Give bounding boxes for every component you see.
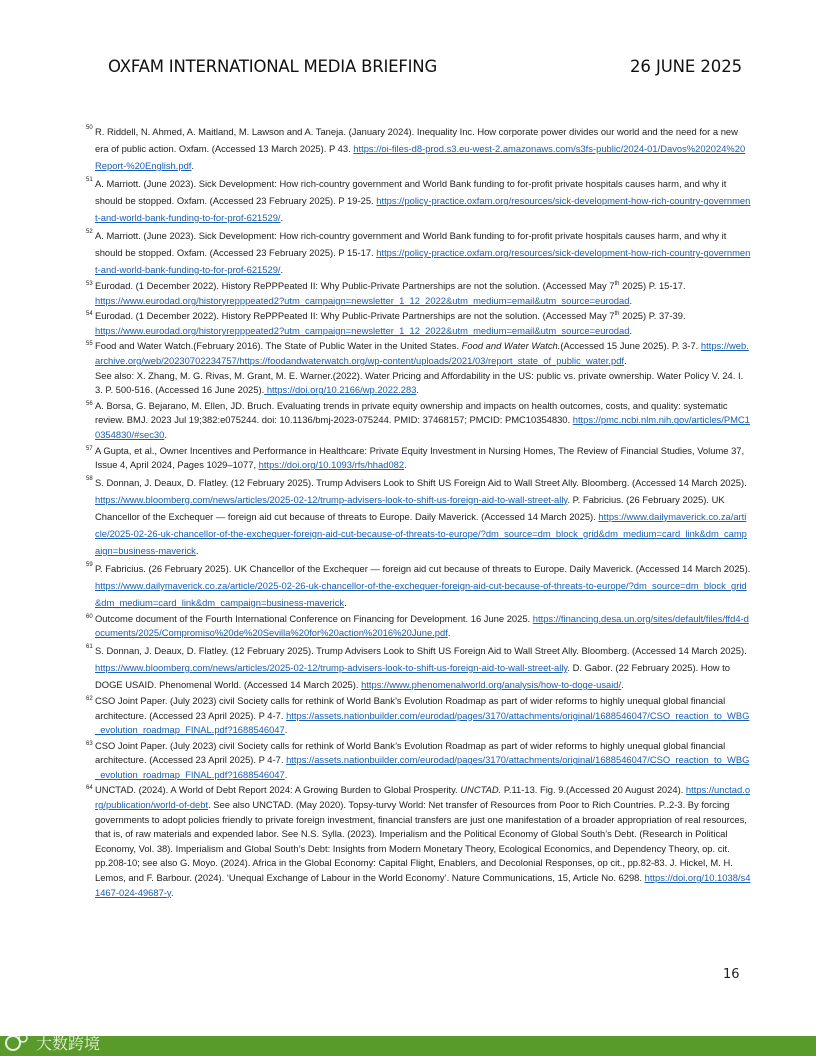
footnote-text: A. Marriott. (June 2023). Sick Development: How rich-country government and World Bank funding to for-profit private hospitals causes harm, and why it should be stopped. Oxfam. (Accessed 23 February 2025). P 19-25.	[95, 178, 727, 206]
footnote-text: CSO Joint Paper. (July 2023) civil Society calls for rethink of World Bank’s Evolution Roadmap as part of wider reforms to highly unequal global financial architecture. (Accessed 23 April 2025). P 4-7.	[95, 694, 726, 721]
footnote-56: 56 A. Borsa, G. Bejarano, M. Ellen, JD. Bruch. Evaluating trends in private equity ownership and impacts on health outcomes, costs, and quality: systematic review. BMJ. 2023 Jul 19;382:e075244. doi: 10.1136/bmj-2023-075244. PMID: 37468157; PMCID: PMC10354830. https://pmc.ncbi.nlm.nih.gov/articles/PMC10354830/#sec30.	[86, 399, 750, 440]
footnote-63: 63 CSO Joint Paper. (July 2023) civil Society calls for rethink of World Bank’s Evolution Roadmap as part of wider reforms to highly unequal global financial architecture. (Accessed 23 April 2025). P 4-7. https://assets.nationbuilder.com/eurodad/pages/3170/attachments/original/1688546047/CSO_reaction_to_WBG_evolution_roadmap_FINAL.pdf?1688546047.	[86, 739, 750, 780]
footnote-number: 55	[86, 341, 93, 348]
footnote-link[interactable]: https://www.bloomberg.com/news/articles/2025-02-12/trump-advisers-look-to-shift-us-foreign-aid-to-wall-street-ally	[95, 493, 568, 505]
footnote-text: S. Donnan, J. Deaux, D. Flatley. (12 February 2025). Trump Advisers Look to Shift US Foreign Aid to Wall Street Ally. Bloomberg. (Accessed 14 March 2025).	[95, 476, 747, 488]
briefing-title: OXFAM INTERNATIONAL MEDIA BRIEFING	[108, 57, 438, 76]
footnote-52: 52 A. Marriott. (June 2023). Sick Development: How rich-country government and World Bank funding to for-profit private hospitals causes harm, and why it should be stopped. Oxfam. (Accessed 23 February 2025). P 15-17. https://policy-practice.oxfam.org/resources/sick-development-how-rich-country-government-and-world-bank-funding-to-for-prof-621529/.	[86, 229, 751, 275]
footnote-link[interactable]: https://financing.desa.un.org/sites/default/files/ffd4-documents/2025/Compromiso%20de%20Sevilla%20for%20action%2016%20June.pdf	[95, 612, 749, 639]
footnote-59: 59 P. Fabricius. (26 February 2025). UK Chancellor of the Exchequer — foreign aid cut because of threats to Europe. Daily Maverick. (Accessed 14 March 2025). https://www.dailymaverick.co.za/article/2025-02-26-uk-chancellor-of-the-exchequer-foreign-aid-cut-because-of-threats-to-europe/?dm_source=dm_block_grid&dm_medium=card_link&dm_campaign=business-maverick.	[86, 561, 751, 608]
footnote-54: 54 Eurodad. (1 December 2022). History RePPPeated II: Why Public-Private Partnerships are not the solution. (Accessed May 7th 2025) P. 37-39. https://www.eurodad.org/historyrepppeated2?utm_campaign=newsletter_1_12_2022&utm_medium=email&utm_source=eurodad.	[86, 310, 686, 336]
footnote-link[interactable]: https://doi.org/10.2166/wp.2022.283	[264, 384, 417, 396]
watermark-logo-icon	[4, 1032, 30, 1052]
footnote-text: A Gupta, et al., Owner Incentives and Performance in Healthcare: Private Equity Investment in Nursing Homes, The Review of Financial Studies, Volume 37, Issue 4, April 2024, Pages 1029–1077,	[95, 444, 745, 471]
footnote-number: 57	[86, 445, 93, 452]
footnote-57: 57 A Gupta, et al., Owner Incentives and Performance in Healthcare: Private Equity Investment in Nursing Homes, The Review of Financial Studies, Volume 37, Issue 4, April 2024, Pages 1029–1077, https://doi.org/10.1093/rfs/hhad082.	[86, 444, 745, 471]
watermark	[4, 1030, 100, 1054]
page-number: 16	[723, 967, 740, 982]
footnote-link[interactable]: https://doi.org/10.1093/rfs/hhad082	[258, 459, 405, 471]
footnote-text: P. Fabricius. (26 February 2025). UK Chancellor of the Exchequer — foreign aid cut because of threats to Europe. Daily Maverick. (Accessed 14 March 2025).	[95, 562, 751, 574]
watermark-text: 大数跨境	[36, 1033, 101, 1053]
footnote-number: 62	[86, 695, 93, 702]
footnote-link[interactable]: https://policy-practice.oxfam.org/resources/sick-development-how-rich-country-government-and-world-bank-funding-to-for-prof-621529/	[95, 195, 751, 223]
footnote-number: 59	[86, 561, 93, 568]
footnote-number: 50	[86, 125, 93, 131]
footnote-60: 60 Outcome document of the Fourth International Conference on Financing for Development. 16 June 2025. https://financing.desa.un.org/sites/default/files/ffd4-documents/2025/Compromiso%20de%20Sevilla%20for%20action%2016%20June.pdf.	[86, 612, 749, 639]
footnote-62: 62 CSO Joint Paper. (July 2023) civil Society calls for rethink of World Bank’s Evolution Roadmap as part of wider reforms to highly unequal global financial architecture. (Accessed 23 April 2025). P 4-7. https://assets.nationbuilder.com/eurodad/pages/3170/attachments/original/1688546047/CSO_reaction_to_WBG_evolution_roadmap_FINAL.pdf?1688546047.	[86, 694, 750, 736]
footnote-number: 63	[86, 740, 93, 747]
footer-bar	[0, 1036, 816, 1056]
footnotes-list	[86, 123, 751, 901]
footnote-link[interactable]: https://www.phenomenalworld.org/analysis/how-to-doge-usaid/	[361, 678, 622, 690]
footnote-53: 53 Eurodad. (1 December 2022). History RePPPeated II: Why Public-Private Partnerships are not the solution. (Accessed May 7th 2025) P. 15-17. https://www.eurodad.org/historyrepppeated2?utm_campaign=newsletter_1_12_2022&utm_medium=email&utm_source=eurodad.	[86, 280, 686, 306]
footnote-text: A. Borsa, G. Bejarano, M. Ellen, JD. Bruch. Evaluating trends in private equity ownership and impacts on health outcomes, costs, and quality: systematic review. BMJ. 2023 Jul 19;382:e075244. doi: 10.1136/bmj-2023-075244. PMID: 37468157; PMCID: PMC10354830.	[95, 399, 728, 426]
footnote-text: Eurodad. (1 December 2022). History RePPPeated II: Why Public-Private Partnerships are not the solution. (Accessed May 7	[95, 310, 615, 322]
footnote-number: 64	[86, 785, 93, 792]
footnote-text: A. Marriott. (June 2023). Sick Development: How rich-country government and World Bank funding to for-profit private hospitals causes harm, and why it should be stopped. Oxfam. (Accessed 23 February 2025). P 15-17.	[95, 230, 727, 258]
footnote-58: 58 S. Donnan, J. Deaux, D. Flatley. (12 February 2025). Trump Advisers Look to Shift US Foreign Aid to Wall Street Ally. Bloomberg. (Accessed 14 March 2025). https://www.bloomberg.com/news/articles/2025-02-12/trump-advisers-look-to-shift-us-foreign-aid-to-wall-street-ally. P. Fabricius. (26 February 2025). UK Chancellor of the Exchequer — foreign aid cut because of threats to Europe. Daily Maverick. (Accessed 14 March 2025). https://www.dailymaverick.co.za/article/2025-02-26-uk-chancellor-of-the-exchequer-foreign-aid-cut-because-of-threats-to-europe/?dm_source=dm_block_grid&dm_medium=card_link&dm_campaign=business-maverick.	[86, 475, 747, 556]
footnote-number: 58	[86, 475, 93, 482]
footnote-text: CSO Joint Paper. (July 2023) civil Society calls for rethink of World Bank’s Evolution Roadmap as part of wider reforms to highly unequal global financial architecture. (Accessed 23 April 2025). P 4-7.	[95, 739, 726, 766]
footnote-link[interactable]: https://unctad.org/publication/world-of-debt	[95, 784, 751, 811]
footnote-link[interactable]: https://oi-files-d8-prod.s3.eu-west-2.amazonaws.com/s3fs-public/2024-01/Davos%202024%20Report-%20English.pdf	[95, 143, 746, 171]
footnote-text: S. Donnan, J. Deaux, D. Flatley. (12 February 2025). Trump Advisers Look to Shift US Foreign Aid to Wall Street Ally. Bloomberg. (Accessed 14 March 2025).	[95, 644, 747, 656]
footnote-number: 56	[86, 400, 93, 407]
footnote-number: 53	[86, 281, 93, 287]
footnote-text: See also: X. Zhang, M. G. Rivas, M. Grant, M. E. Warner.(2022). Water Pricing and Affordability in the US: public vs. private ownership. Water Policy V. 24. I. 3. P. 500-516. (Accessed 16 June 2025).	[95, 369, 744, 396]
footnote-number: 60	[86, 613, 93, 620]
footnote-55: 55 Food and Water Watch.(February 2016). The State of Public Water in the United States. Food and Water Watch.(Accessed 15 June 2025). P. 3-7. https://web.archive.org/web/20230702234757/https://foodandwaterwatch.org/wp-content/uploads/2021/03/report_state_of_public_water.pdf. See also: X. Zhang, M. G. Rivas, M. Grant, M. E. Warner.(2022). Water Pricing and Affordability in the US: public vs. private ownership. Water Policy V. 24. I. 3. P. 500-516. (Accessed 16 June 2025). https://doi.org/10.2166/wp.2022.283.	[86, 340, 749, 396]
footnote-text: UNCTAD. (2024). A World of Debt Report 2024: A Growing Burden to Global Prosperity.	[95, 784, 461, 796]
footnote-number: 61	[86, 643, 93, 650]
footnote-51: 51 A. Marriott. (June 2023). Sick Development: How rich-country government and World Bank funding to for-profit private hospitals causes harm, and why it should be stopped. Oxfam. (Accessed 23 February 2025). P 19-25. https://policy-practice.oxfam.org/resources/sick-development-how-rich-country-government-and-world-bank-funding-to-for-prof-621529/.	[86, 177, 751, 223]
footnote-number: 54	[86, 311, 93, 318]
footnote-link[interactable]: https://web.archive.org/web/20230702234757/https://foodandwaterwatch.org/wp-content/uploads/2021/03/report_state_of_public_water.pdf	[95, 340, 749, 366]
footnote-link[interactable]: https://doi.org/10.1038/s41467-024-49687-y	[95, 872, 751, 898]
footnote-link[interactable]: https://assets.nationbuilder.com/eurodad/pages/3170/attachments/original/1688546047/CSO_reaction_to_WBG_evolution_roadmap_FINAL.pdf?1688546047	[95, 754, 750, 780]
footnote-link[interactable]: https://www.eurodad.org/historyrepppeated2?utm_campaign=newsletter_1_12_2022&utm_medium=email&utm_source=eurodad	[95, 324, 630, 336]
footnote-number: 52	[86, 229, 93, 235]
footnote-61: 61 S. Donnan, J. Deaux, D. Flatley. (12 February 2025). Trump Advisers Look to Shift US Foreign Aid to Wall Street Ally. Bloomberg. (Accessed 14 March 2025). https://www.bloomberg.com/news/articles/2025-02-12/trump-advisers-look-to-shift-us-foreign-aid-to-wall-street-ally. D. Gabor. (22 February 2025). How to DOGE USAID. Phenomenal World. (Accessed 14 March 2025). https://www.phenomenalworld.org/analysis/how-to-doge-usaid/.	[86, 643, 747, 690]
footnote-text: Eurodad. (1 December 2022). History RePPPeated II: Why Public-Private Partnerships are not the solution. (Accessed May 7	[95, 280, 615, 291]
footnote-link[interactable]: https://pmc.ncbi.nlm.nih.gov/articles/PMC10354830/#sec30	[95, 414, 750, 440]
footnote-link[interactable]: https://www.bloomberg.com/news/articles/2025-02-12/trump-advisers-look-to-shift-us-foreign-aid-to-wall-street-ally	[95, 661, 568, 673]
footnote-text: R. Riddell, N. Ahmed, A. Maitland, M. Lawson and A. Taneja. (January 2024). Inequality Inc. How corporate power divides our world and the need for a new era of public action. Oxfam. (Accessed 13 March 2025). P 43.	[95, 126, 738, 154]
footnote-link[interactable]: https://policy-practice.oxfam.org/resources/sick-development-how-rich-country-government-and-world-bank-funding-to-for-prof-621529/	[95, 247, 751, 275]
briefing-date: 26 JUNE 2025	[630, 57, 742, 76]
footnote-link[interactable]: https://www.dailymaverick.co.za/article/2025-02-26-uk-chancellor-of-the-exchequer-foreign-aid-cut-because-of-threats-to-europe/?dm_source=dm_block_grid&dm_medium=card_link&dm_campaign=business-maverick	[95, 579, 747, 608]
footnote-64: 64 UNCTAD. (2024). A World of Debt Report 2024: A Growing Burden to Global Prosperity. UNCTAD. P.11-13. Fig. 9.(Accessed 20 August 2024). https://unctad.org/publication/world-of-debt. See also UNCTAD. (May 2020). Topsy-turvy World: Net transfer of Resources from Poor to Rich Countries. P..2-3. By forcing governments to adopt policies friendly to private foreign investment, financial transfers are just one manifestation of a broader appropriation of real resources, that is, of raw materials and expended labor. See N.S. Sylla. (2023). Imperialism and the Political Economy of Global South’s Debt. (Research in Political Economy, Vol. 38). Imperialism and Global South’s Debt: Insights from Modern Monetary Theory, Ecological Economics, and Dependency Theory, op. cit. pp.208-10; see also G. Moyo. (2024). Africa in the Global Economy: Capital Flight, Enablers, and Decolonial Responses, op cit., pp.82-83. J. Hickel, M. H. Lemos, and F. Barbour. (2024). ‘Unequal Exchange of Labour in the World Economy’. Nature Communications, 15, Article No. 6298. https://doi.org/10.1038/s41467-024-49687-y.	[86, 784, 751, 898]
footnote-text: Outcome document of the Fourth International Conference on Financing for Development. 16 June 2025.	[95, 612, 533, 624]
footnote-50: 50 R. Riddell, N. Ahmed, A. Maitland, M. Lawson and A. Taneja. (January 2024). Inequality Inc. How corporate power divides our world and the need for a new era of public action. Oxfam. (Accessed 13 March 2025). P 43. https://oi-files-d8-prod.s3.eu-west-2.amazonaws.com/s3fs-public/2024-01/Davos%202024%20Report-%20English.pdf.	[86, 125, 746, 171]
footnote-text: Food and Water Watch.(February 2016). The State of Public Water in the United States.	[95, 340, 462, 352]
footnote-number: 51	[86, 177, 93, 183]
footnote-link[interactable]: https://www.dailymaverick.co.za/article/2025-02-26-uk-chancellor-of-the-exchequer-foreign-aid-cut-because-of-threats-to-europe/?dm_source=dm_block_grid&dm_medium=card_link&dm_campaign=business-maverick	[95, 510, 747, 556]
footnote-link[interactable]: https://www.eurodad.org/historyrepppeated2?utm_campaign=newsletter_1_12_2022&utm_medium=email&utm_source=eurodad	[95, 294, 630, 306]
footnote-link[interactable]: https://assets.nationbuilder.com/eurodad/pages/3170/attachments/original/1688546047/CSO_reaction_to_WBG_evolution_roadmap_FINAL.pdf?1688546047	[95, 709, 750, 736]
